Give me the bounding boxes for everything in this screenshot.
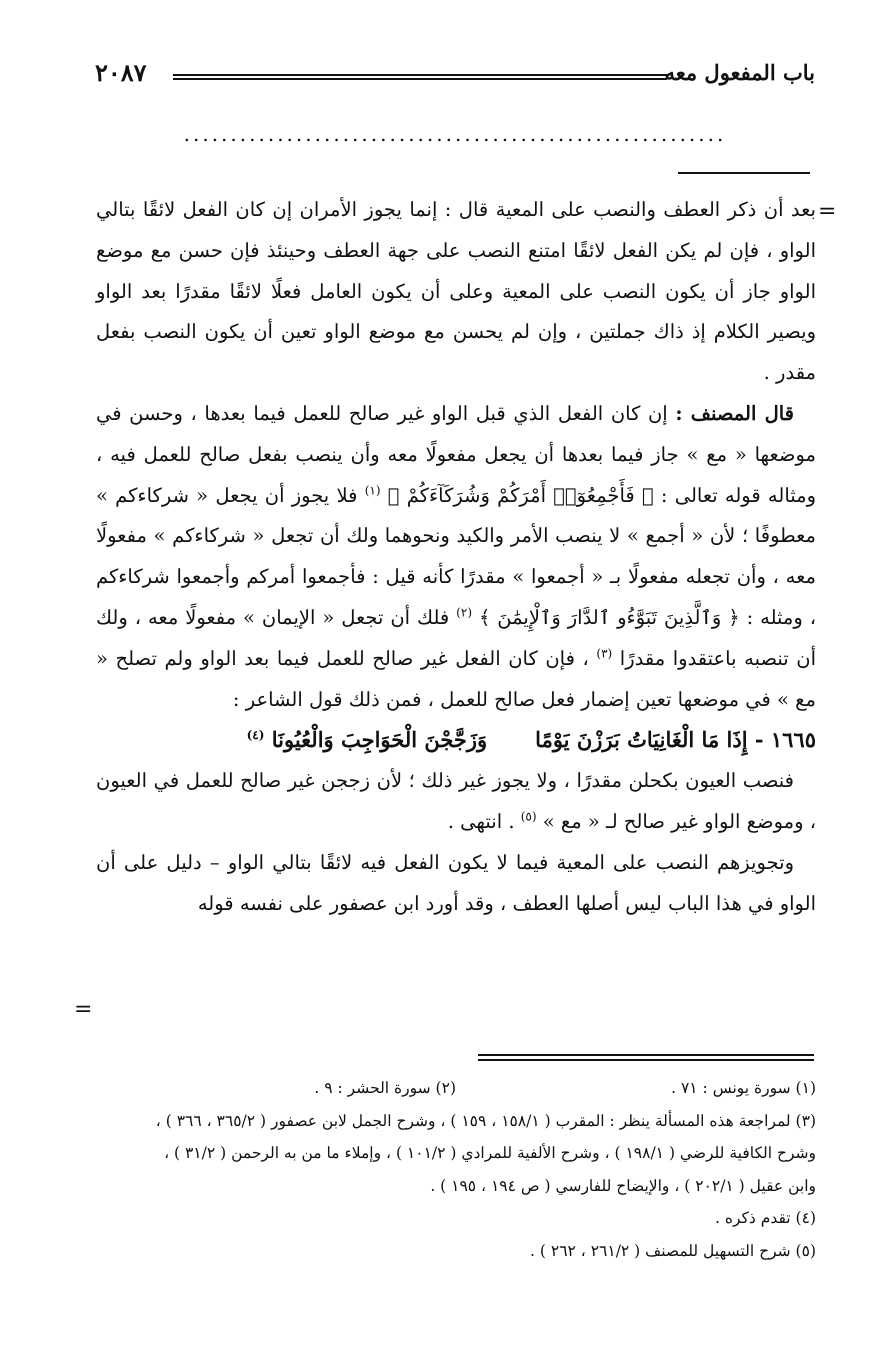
continuation-mark-end: =: [74, 997, 93, 1022]
footnote-ref-1: (١): [364, 483, 381, 498]
explanation-text: فنصب العيون بكحلن مقدرًا ، ولا يجوز غير ذلك ؛ لأن زججن غير صالح للعمل في العيون ، وموضع الواو غير صالح لـ « مع »: [96, 769, 816, 833]
footnote-ref-4: (٤): [246, 728, 265, 743]
footnotes: [96, 1072, 816, 1267]
verse-hemistich-2: وَزَجَّجْنَ الْحَوَاجِبَ وَالْعُيُونَا: [271, 727, 488, 753]
ellipsis-line: ..........................................................: [183, 122, 727, 146]
paragraph-commentary: بعد أن ذكر العطف والنصب على المعية قال : إنما يجوز الأمران إن كان الفعل لائقًا بتالي الواو ، فإن لم يكن الفعل لائقًا امتنع النصب على جهة العطف وحينئذ فإن حسن مع موضع الواو جاز أن يكون النصب على المعية وعلى أن يكون العامل فعلًا لائقًا مقدرًا بعد الواو ويصير الكلام إذ ذاك جملتين ، وإن لم يحسن مع موضع الواو تعين أن يكون النصب بفعل مقدر .: [96, 198, 816, 385]
footnote-ref-2: (٢): [456, 605, 472, 620]
poetry-verse: [96, 720, 816, 761]
footnote-ref-3: (٣): [596, 646, 613, 661]
quote-text-1: إن كان الفعل الذي قبل الواو غير صالح للعمل فيما بعدها ، وحسن في موضعها « مع » جاز فيما بعدها أن يجعل مفعولًا معه وأن ينصب بفعل صالح للعمل فيه ، ومثاله قوله تعالى : ﴿ فَأَجْمِعُوٓا۟ أَمْرَكُمْ وَشُرَكَآءَكُمْ ﴾: [96, 401, 817, 507]
header-rule: [173, 74, 667, 80]
footnote-3-line-1: (٣) لمراجعة هذه المسألة ينظر : المقرب ( ١٥٨/١ ، ١٥٩ ) ، وشرح الجمل لابن عصفور ( ٣٦٥/٢ ، ٣٦٦ ) ،: [155, 1111, 816, 1130]
paragraph-author-quote: [96, 394, 816, 720]
section-rule: [678, 172, 810, 174]
footnote-ref-5: (٥): [520, 809, 537, 824]
page-header: [95, 58, 815, 92]
quote-text-2: فلا يجوز أن يجعل « شركاءكم » معطوفًا ؛ لأن « أجمع » لا ينصب الأمر والكيد ونحوهما ولك أن تجعل « شركاءكم » مفعولًا معه ، وأن تجعله مفعولًا بـ « أجمعوا » مقدرًا كأنه قيل : فأجمعوا أمركم وأجمعوا شركاءكم ، ومثله : ﴿ وَٱلَّذِينَ تَبَوَّءُو ٱلدَّارَ وَٱلْإِيمَٰنَ ﴾: [96, 483, 816, 629]
running-title: باب المفعول معه: [664, 60, 815, 85]
footnote-separator: [478, 1054, 814, 1061]
footnote-row-1-2: [96, 1072, 816, 1105]
quote-text-3: فلك أن تجعل « الإيمان » مفعولًا معه ، ولك أن تنصبه باعتقدوا مقدرًا: [96, 605, 816, 670]
footnote-2: (٢) سورة الحشر : ٩ .: [314, 1079, 456, 1097]
main-text: [96, 190, 816, 924]
verse-number: ١٦٦٥ -: [754, 727, 816, 753]
quote-text-4: ، فإن كان الفعل غير صالح للعمل فيما بعد الواو ولم تصلح « مع » في موضعها تعين إضمار فعل صالح للعمل ، فمن ذلك قول الشاعر :: [96, 646, 816, 711]
footnote-1: (١) سورة يونس : ٧١ .: [671, 1079, 816, 1097]
continuation-mark-start: =: [818, 199, 837, 224]
footnote-4: (٤) تقدم ذكره .: [715, 1209, 816, 1227]
footnote-3-line-3: وابن عقيل ( ٢٠٢/١ ) ، والإيضاح للفارسي ( ص ١٩٤ ، ١٩٥ ) .: [430, 1176, 816, 1195]
verse-hemistich-1: إِذَا مَا الْغَانِيَاتُ بَرَزْنَ يَوْمًا: [535, 727, 748, 753]
footnote-3-line-2: وشرح الكافية للرضي ( ١٩٨/١ ) ، وشرح الألفية للمرادي ( ١٠١/٢ ) ، وإملاء ما من به الرحمن ( ٣١/٢ ) ،: [164, 1144, 816, 1162]
author-label: قال المصنف :: [675, 401, 795, 425]
footnote-5: (٥) شرح التسهيل للمصنف ( ٢٦١/٢ ، ٢٦٢ ) .: [530, 1241, 816, 1260]
paragraph-verse-explanation: [96, 761, 816, 843]
paragraph-conclusion: وتجويزهم النصب على المعية فيما لا يكون الفعل فيه لائقًا بتالي الواو – دليل على أن الواو في هذا الباب ليس أصلها العطف ، وقد أورد ابن عصفور على نفسه قوله: [96, 850, 816, 915]
page-number: ٢٠٨٧: [95, 58, 147, 87]
explanation-end: . انتهى .: [447, 809, 515, 833]
